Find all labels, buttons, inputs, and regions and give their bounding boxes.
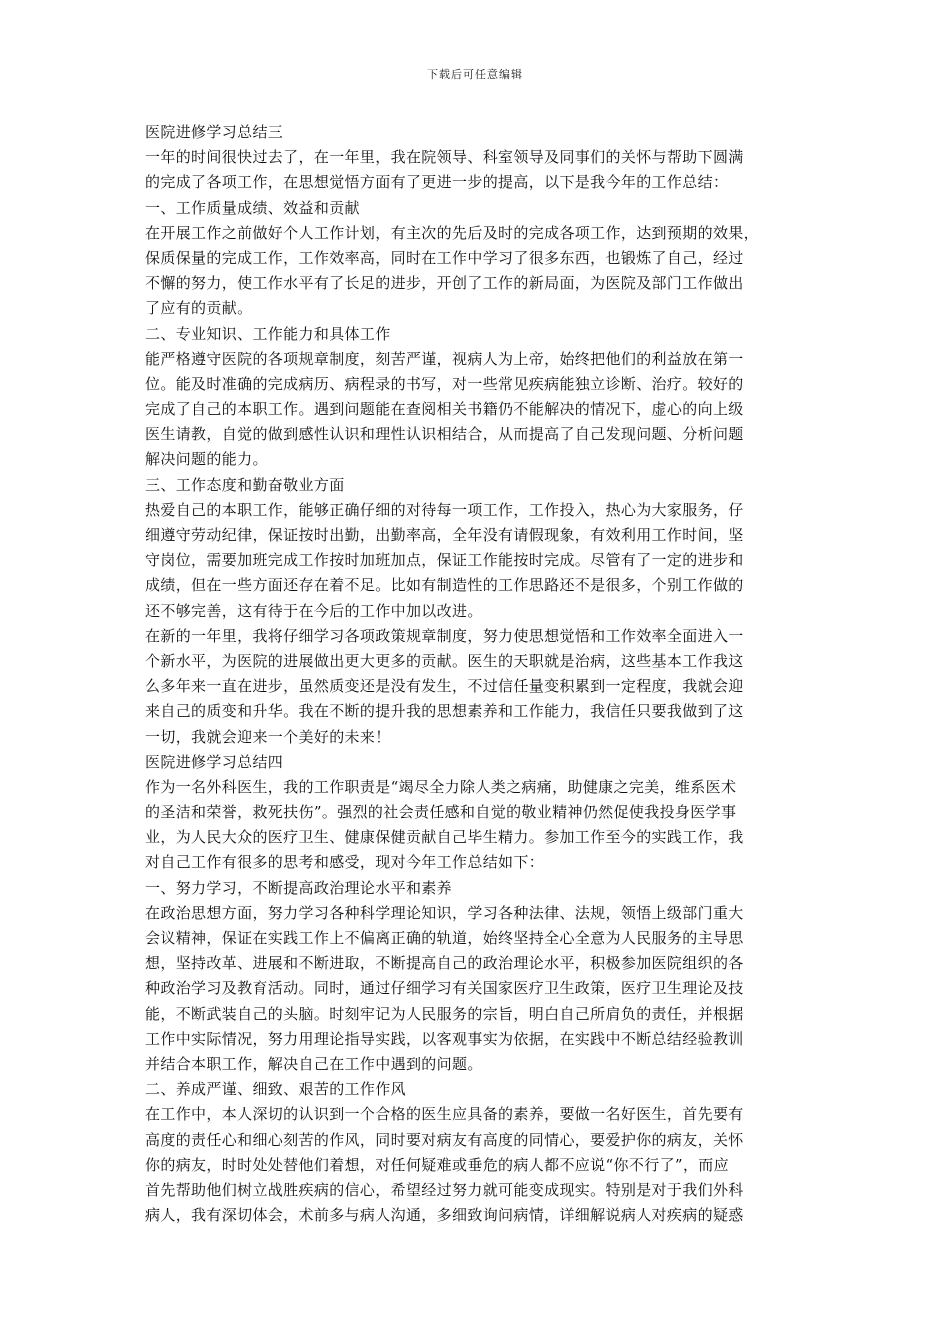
- text-line: 种政治学习及教育活动。同时，通过仔细学习有关国家医疗卫生政策，医疗卫生理论及技: [145, 979, 744, 998]
- text-line: 并结合本职工作，解决自己在工作中遇到的问题。: [145, 1054, 483, 1073]
- text-line: 位。能及时准确的完成病历、病程录的书写，对一些常见疾病能独立诊断、治疗。较好的: [145, 374, 744, 393]
- text-line: 完成了自己的本职工作。遇到问题能在查阅相关书籍仍不能解决的情况下，虚心的向上级: [145, 400, 744, 419]
- text-line: 保质保量的完成工作，工作效率高，同时在工作中学习了很多东西，也锻炼了自己，经过: [145, 248, 744, 267]
- text-line: 作为一名外科医生，我的工作职责是“竭尽全力除人类之病痛，助健康之完美，维系医术: [145, 777, 737, 796]
- text-line: 成绩，但在一些方面还存在着不足。比如有制造性的工作思路还不是很多，个别工作做的: [145, 576, 744, 595]
- text-line: 的圣洁和荣誉，救死扶伤”。强烈的社会责任感和自觉的敬业精神仍然促使我投身医学事: [145, 803, 737, 822]
- text-line: 首先帮助他们树立战胜疾病的信心，希望经过努力就可能变成现实。特别是对于我们外科: [145, 1180, 744, 1199]
- text-line: 能，不断武装自己的头脑。时刻牢记为人民服务的宗旨，明白自己所肩负的责任，并根据: [145, 1004, 744, 1023]
- text-line: 在工作中，本人深切的认识到一个合格的医生应具备的素养，要做一名好医生，首先要有: [145, 1105, 744, 1124]
- text-line: 能严格遵守医院的各项规章制度，刻苦严谨，视病人为上帝，始终把他们的利益放在第一: [145, 349, 744, 368]
- text-line: 一年的时间很快过去了，在一年里，我在院领导、科室领导及同事们的关怀与帮助下圆满: [145, 148, 744, 167]
- text-line: 在政治思想方面，努力学习各种科学理论知识，学习各种法律、法规，领悟上级部门重大: [145, 903, 744, 922]
- document-body: [145, 120, 821, 1228]
- page-header: 下载后可任意编辑: [427, 68, 523, 81]
- text-line: 守岗位，需要加班完成工作按时加班加点，保证工作能按时完成。尽管有了一定的进步和: [145, 551, 744, 570]
- text-line: 细遵守劳动纪律，保证按时出勤，出勤率高，全年没有请假现象，有效利用工作时间，坚: [145, 526, 744, 544]
- text-line: 工作中实际情况，努力用理论指导实践，以客观事实为依据，在实践中不断总结经验教训: [145, 1029, 744, 1048]
- text-line: 了应有的贡献。: [145, 299, 253, 318]
- text-line: 的完成了各项工作，在思想觉悟方面有了更进一步的提高，以下是我今年的工作总结：: [145, 173, 729, 192]
- text-line: 不懈的努力，使工作水平有了长足的进步，开创了工作的新局面，为医院及部门工作做出: [145, 274, 744, 293]
- text-line: 一、努力学习，不断提高政治理论水平和素养: [145, 878, 453, 897]
- text-line: 二、养成严谨、细致、艰苦的工作作风: [145, 1080, 406, 1099]
- text-line: 个新水平，为医院的进展做出更大更多的贡献。医生的天职就是治病，这些基本工作我这: [145, 651, 744, 670]
- text-line: 么多年来一直在进步，虽然质变还是没有发生，不过信任量变积累到一定程度，我就会迎: [145, 677, 744, 696]
- text-line: 你的病友，时时处处替他们着想，对任何疑难或垂危的病人都不应说“你不行了”，而应: [145, 1155, 729, 1174]
- text-line: 解决问题的能力。: [145, 450, 268, 469]
- text-line: 一切，我就会迎来一个美好的未来！: [145, 727, 391, 746]
- text-line: 医生请教，自觉的做到感性认识和理性认识相结合，从而提高了自己发现问题、分析问题: [145, 425, 744, 444]
- text-line: 三、工作态度和勤奋敬业方面: [145, 475, 345, 494]
- text-line: 想，坚持改革、进展和不断进取，不断提高自己的政治理论水平，积极参加医院组织的各: [145, 954, 744, 973]
- text-line: 来自己的质变和升华。我在不断的提升我的思想素养和工作能力，我信任只要我做到了这: [145, 702, 744, 721]
- text-line: 在新的一年里，我将仔细学习各项政策规章制度，努力使思想觉悟和工作效率全面进入一: [145, 626, 744, 645]
- text-line: 一、工作质量成绩、效益和贡献: [145, 198, 360, 217]
- text-line: 二、专业知识、工作能力和具体工作: [145, 324, 391, 343]
- text-line: 会议精神，保证在实践工作上不偏离正确的轨道，始终坚持全心全意为人民服务的主导思: [145, 929, 744, 947]
- text-line: 病人，我有深切体会，术前多与病人沟通，多细致询问病情，详细解说病人对疾病的疑惑: [145, 1206, 744, 1225]
- text-line: 还不够完善，这有待于在今后的工作中加以改进。: [145, 601, 483, 620]
- text-line: 在开展工作之前做好个人工作计划，有主次的先后及时的完成各项工作，达到预期的效果，: [145, 223, 760, 242]
- text-line: 医院进修学习总结四: [145, 752, 284, 771]
- text-line: 对自己工作有很多的思考和感受，现对今年工作总结如下：: [145, 853, 545, 872]
- text-line: 热爱自己的本职工作，能够正确仔细的对待每一项工作，工作投入，热心为大家服务，仔: [145, 500, 744, 519]
- text-line: 高度的责任心和细心刻苦的作风，同时要对病友有高度的同情心，要爱护你的病友，关怀: [145, 1130, 744, 1149]
- text-line: 医院进修学习总结三: [145, 123, 284, 141]
- text-line: 业，为人民大众的医疗卫生、健康保健贡献自己毕生精力。参加工作至今的实践工作，我: [145, 828, 744, 847]
